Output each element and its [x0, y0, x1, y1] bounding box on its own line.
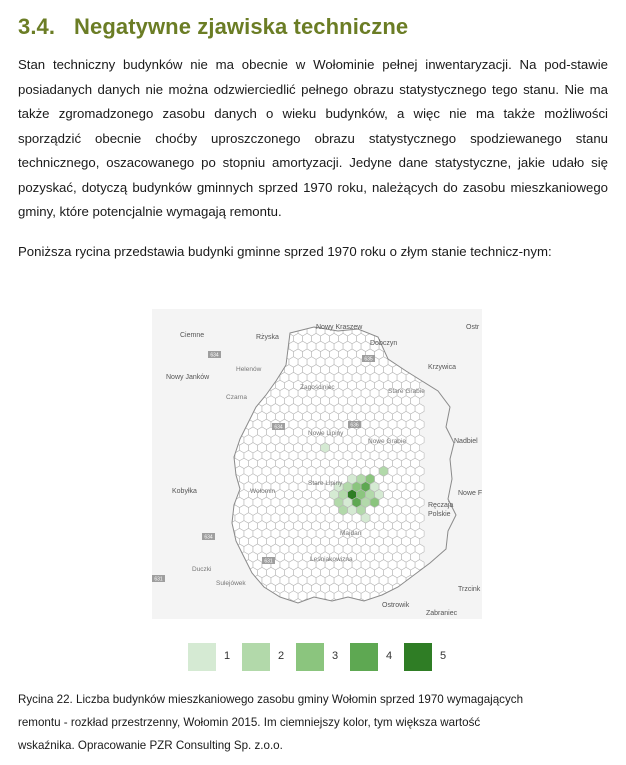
svg-text:634: 634 [204, 534, 213, 541]
place-label: Majdan [340, 530, 362, 537]
svg-text:636: 636 [350, 422, 359, 429]
place-label: Ostrowik [382, 602, 410, 609]
place-label: Zagościniec [300, 384, 335, 391]
section-title: Negatywne zjawiska techniczne [74, 14, 409, 39]
caption-line-3: wskaźnika. Opracowanie PZR Consulting Sp. z.o.o. [18, 739, 283, 752]
place-label: Duczki [192, 566, 212, 573]
svg-text:631: 631 [264, 558, 273, 565]
place-label: Nowe Lipiny [308, 430, 344, 437]
place-label: Zabraniec [426, 610, 458, 617]
place-label: Krzywica [428, 364, 457, 371]
place-label: Stare Lipiny [308, 480, 343, 487]
legend-swatch-3 [296, 643, 324, 671]
place-label: Sulejówek [216, 580, 246, 587]
caption-line-2: remontu - rozkład przestrzenny, Wołomin 2015. Im ciemniejszy kolor, tym większa wartość [18, 716, 481, 729]
section-heading [18, 14, 408, 40]
svg-text:634: 634 [210, 352, 219, 359]
legend-label-4: 4 [386, 650, 393, 662]
place-label: Ręczaja Polskie [428, 502, 454, 518]
map-figure [152, 309, 482, 619]
figure-caption [18, 688, 613, 757]
place-label: Rżyska [256, 334, 279, 341]
road-number-label [348, 421, 361, 429]
legend-label-2: 2 [278, 650, 285, 662]
place-label: Nadbiel [454, 438, 478, 445]
place-label: Trzcink [458, 586, 481, 593]
legend-item-5 [404, 643, 484, 671]
place-label: Ostr [466, 324, 480, 331]
place-label: Wołomin [250, 488, 276, 495]
caption-line-1: Rycina 22. Liczba budynków mieszkaniowego zasobu gminy Wołomin sprzed 1970 wymagających [18, 693, 524, 706]
place-label: Helenów [236, 366, 262, 373]
place-label: Kobyłka [172, 488, 197, 495]
svg-text:634: 634 [274, 424, 283, 431]
legend-swatch-5 [404, 643, 432, 671]
legend-swatch-4 [350, 643, 378, 671]
section-number: 3.4. [18, 14, 56, 39]
place-label: Nowe Grabie [368, 438, 406, 445]
place-label: Ciemne [180, 332, 205, 339]
svg-text:635: 635 [364, 356, 373, 363]
road-number-label [208, 351, 221, 359]
legend-label-3: 3 [332, 650, 339, 662]
legend-label-5: 5 [440, 650, 447, 662]
road-number-label [362, 355, 375, 363]
place-label: Nowy Janków [166, 374, 210, 381]
road-number-label [202, 533, 215, 541]
legend-swatch-1 [188, 643, 216, 671]
place-label: Leśniakowizna [310, 556, 353, 563]
road-number-label [272, 423, 285, 431]
place-label: Nowe F [458, 490, 482, 497]
paragraph-technical-state: Stan techniczny budynków nie ma obecnie w Wołominie pełnej inwentaryzacji. Na pod-stawie posiadanych danych nie można odzwierciedlić pełnego obrazu statystycznego tego stanu. Nie ma także zgromadzonego zasobu danych o wieku budynków, a więc nie ma także możliwości sporządzić obecnie choćby uproszczonego obrazu statystycznego spodziewanego stanu technicznego, oszacowanego po stopniu amortyzacji. Jedyne dane statystyczne, jakie udało się pozyskać, dotyczą budynków gminnych sprzed 1970 roku, należących do zasobu mieszkaniowego gminy, które potencjalnie wymagają remontu. [18, 57, 608, 219]
paragraph-figure-intro: Poniższa rycina przedstawia budynki gminne sprzed 1970 roku o złym stanie technicz-nym: [18, 244, 552, 259]
map-svg [152, 309, 482, 619]
legend-label-1: 1 [224, 650, 231, 662]
road-number-label [262, 557, 275, 565]
place-label: Dobczyn [370, 340, 398, 347]
road-number-label [152, 575, 165, 583]
legend-swatch-2 [242, 643, 270, 671]
place-label: Czarna [226, 394, 247, 401]
place-label: Nowy Kraszew [316, 324, 363, 331]
svg-text:631: 631 [154, 576, 163, 583]
place-label: Stare Grabie [388, 388, 425, 395]
